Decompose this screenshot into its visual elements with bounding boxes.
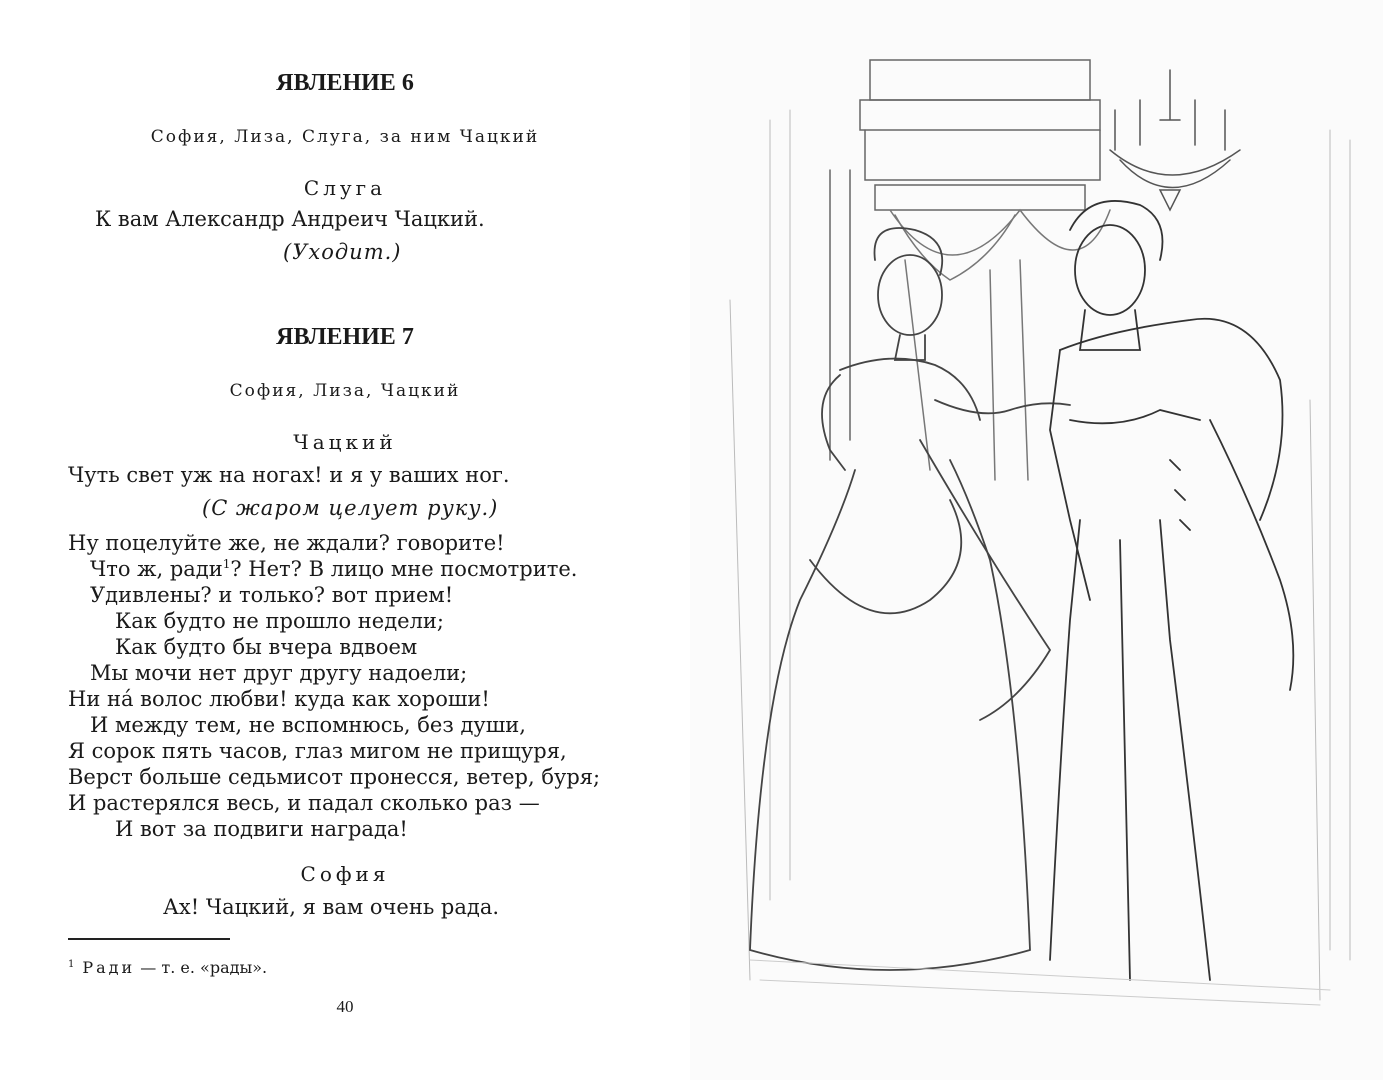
- footnote-mark: 1: [68, 958, 75, 970]
- verse-line: Как будто бы вчера вдвоем: [115, 635, 418, 659]
- footnote-term: Ради: [82, 958, 136, 977]
- woman-figure: [750, 228, 1070, 970]
- curtain: [890, 210, 1110, 480]
- scene-7-speaker-chatsky: Чацкий: [293, 430, 397, 454]
- text-page: [0, 0, 690, 1080]
- verse-line: Как будто не прошло недели;: [115, 609, 444, 633]
- scene-6-line: К вам Александр Андреич Чацкий.: [95, 207, 485, 231]
- sophia-line: Ах! Чацкий, я вам очень рада.: [163, 895, 500, 919]
- verse-line: Ну поцелуйте же, не ждали? говорите!: [68, 531, 505, 555]
- verse-line: И растерялся весь, и падал сколько раз —: [68, 791, 540, 815]
- scene-6-speaker: Слуга: [303, 176, 387, 200]
- verse-line: Я сорок пять часов, глаз мигом не прищуря,: [68, 739, 567, 763]
- page-number: 40: [336, 997, 354, 1016]
- verse-line: И между тем, не вспомнюсь, без души,: [90, 713, 526, 737]
- verse-line: И вот за подвиги награда!: [115, 817, 408, 841]
- scene-6-cast: София, Лиза, Слуга, за ним Чацкий: [150, 127, 540, 147]
- scene-7-heading: ЯВЛЕНИЕ 7: [276, 324, 414, 350]
- wall-hatching: [730, 110, 1350, 1000]
- footnote-ref: 1: [222, 557, 231, 571]
- footnote: [68, 958, 267, 977]
- man-figure: [1050, 201, 1293, 980]
- scene-7-speaker-sophia: София: [300, 862, 390, 886]
- scene-6-heading: ЯВЛЕНИЕ 6: [276, 70, 414, 96]
- scene-7-cast: София, Лиза, Чацкий: [229, 381, 461, 401]
- verse-line: Ни нá волос любви! куда как хороши!: [68, 687, 490, 711]
- chandelier: [1110, 70, 1240, 210]
- verse-line: Мы мочи нет друг другу надоели;: [90, 661, 468, 685]
- verse-line: Верст больше седьмисот пронесся, ветер, буря;: [68, 765, 601, 789]
- verse-line: Удивлены? и только? вот прием!: [90, 583, 454, 607]
- pencil-illustration: [690, 0, 1383, 1080]
- scene-6-stage-direction: (Уходит.): [283, 240, 402, 264]
- illustration-page: [690, 0, 1383, 1080]
- verse-line: Что ж, ради$^1$? Нет? В лицо мне посмотрите.: [90, 557, 578, 581]
- verse-line: Чуть свет уж на ногах! и я у ваших ног.: [68, 463, 510, 487]
- footnote-divider: [68, 938, 230, 940]
- window: [830, 60, 1100, 460]
- footnote-text: — т. е. «рады».: [135, 958, 268, 977]
- scene-7-stage-direction: (С жаром целует руку.): [202, 496, 499, 520]
